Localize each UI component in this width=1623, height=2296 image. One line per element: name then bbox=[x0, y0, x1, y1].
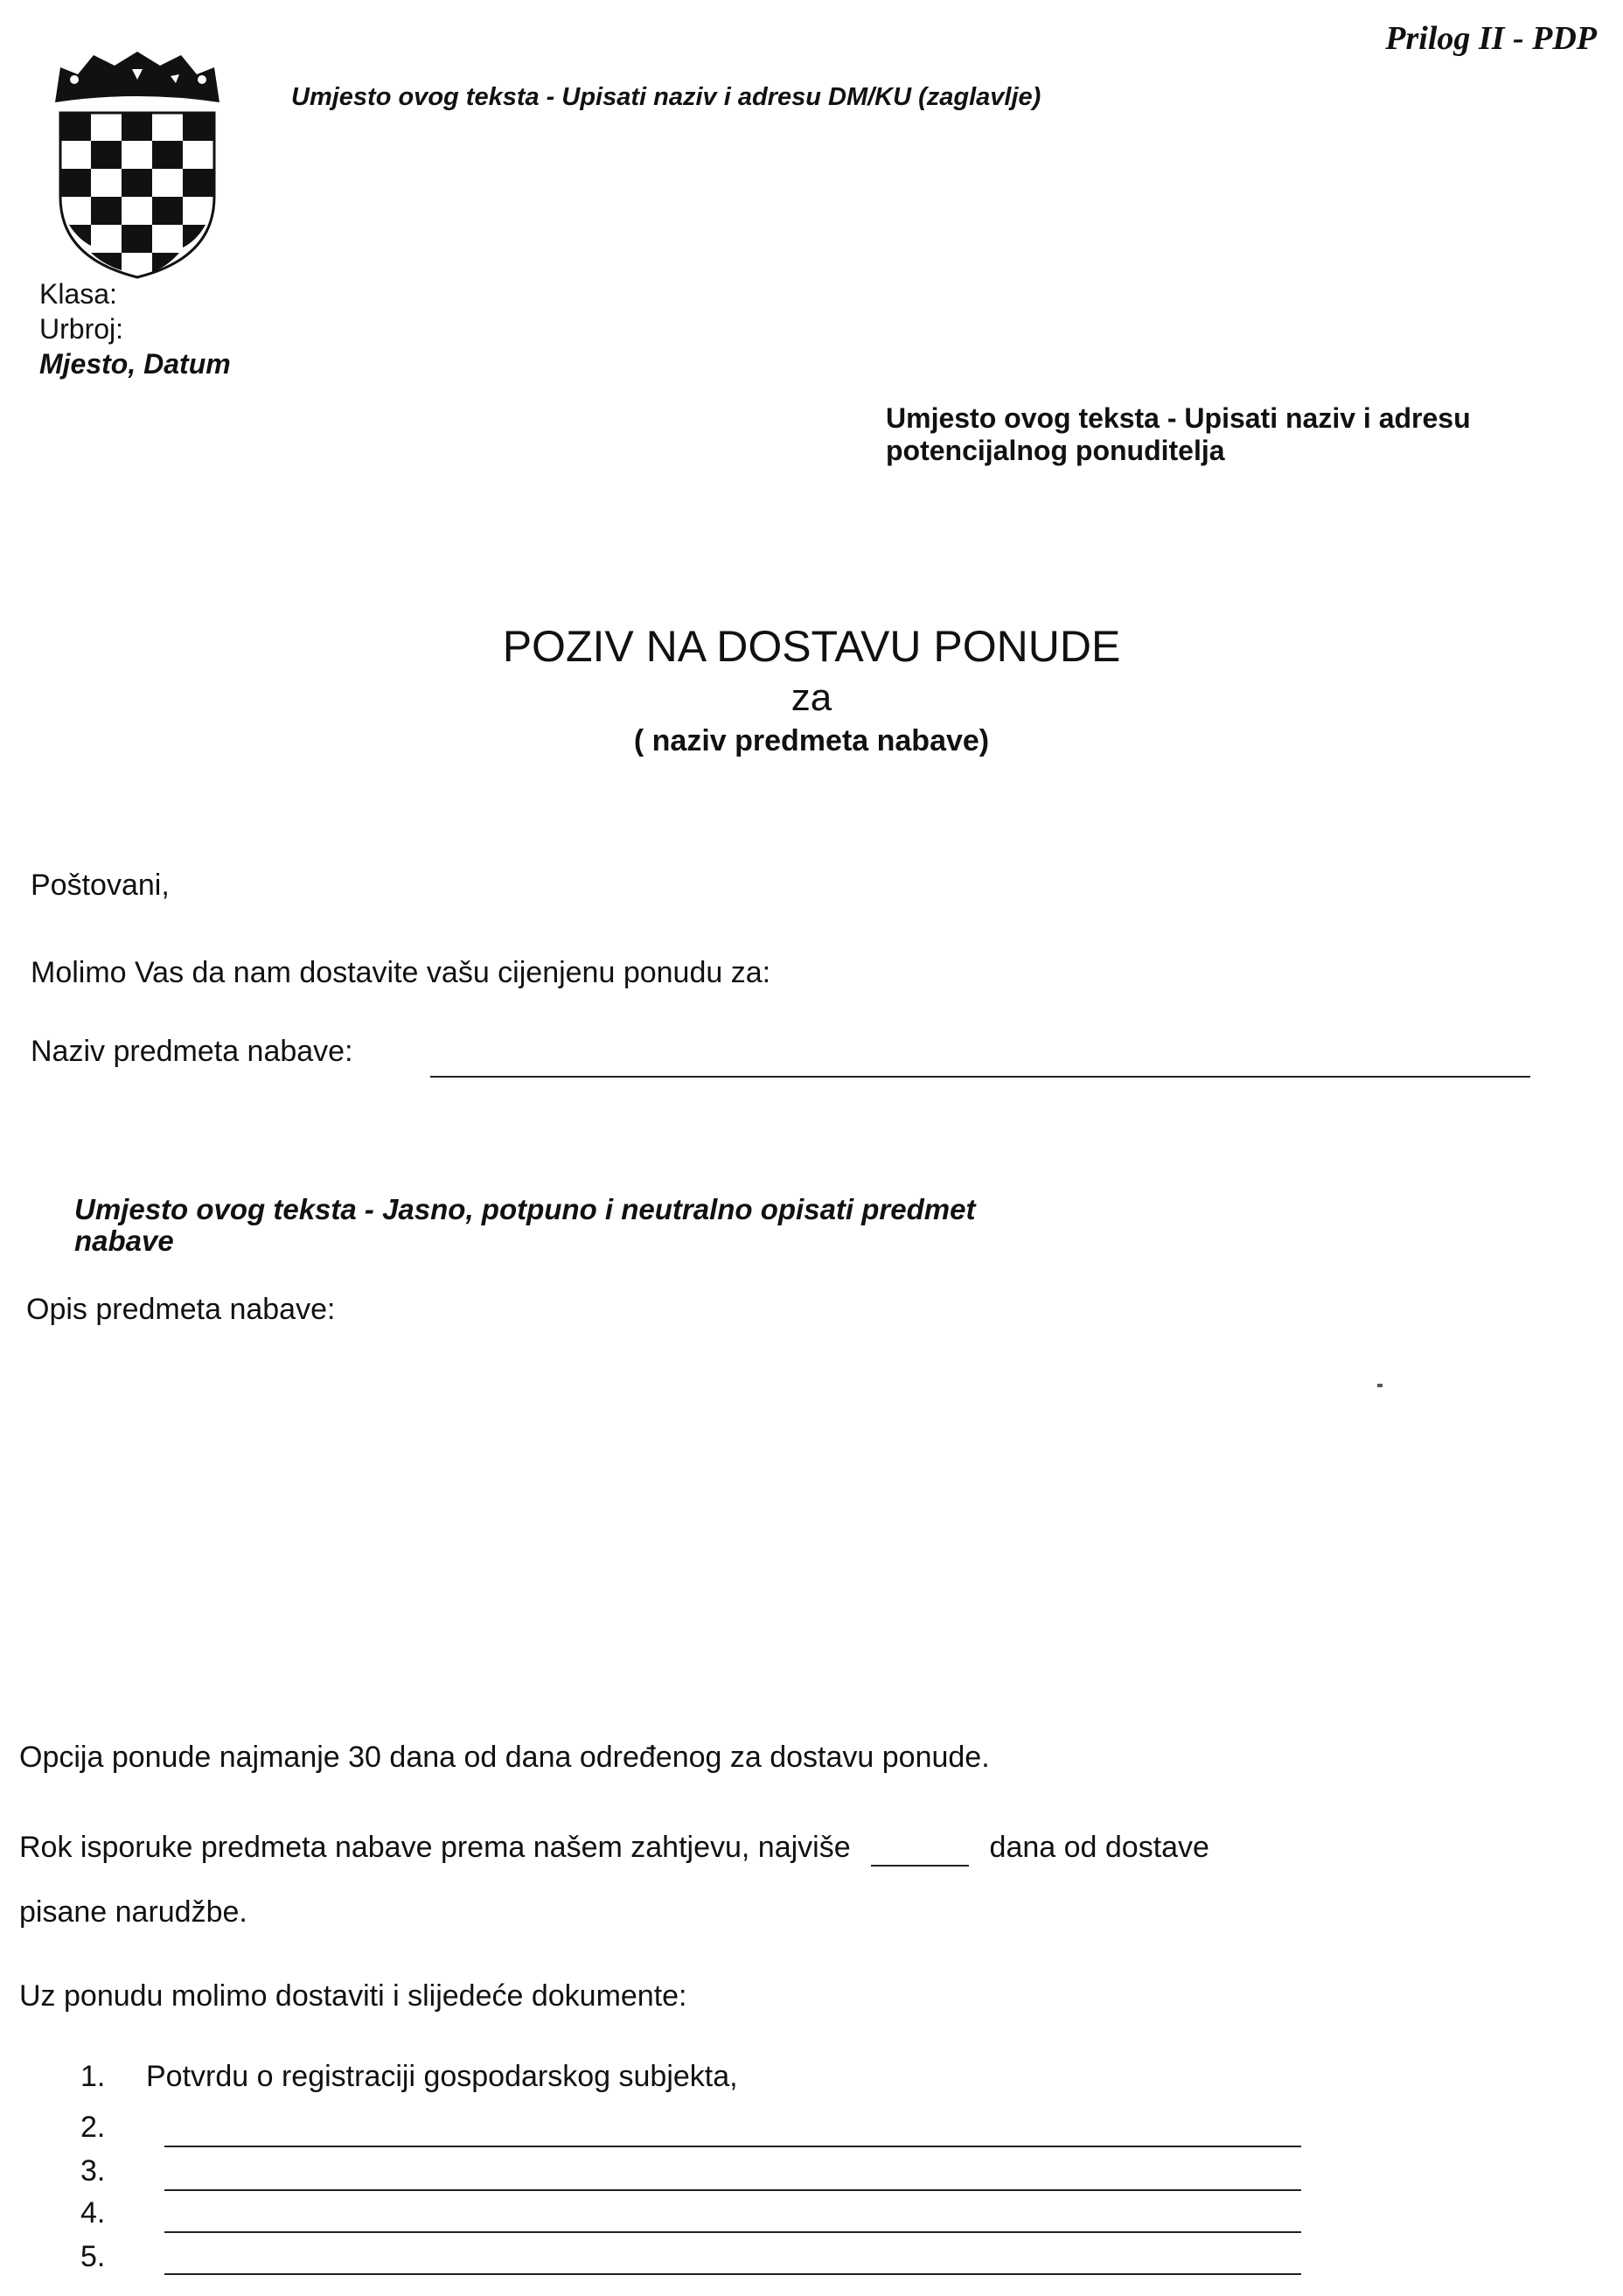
delivery-term-part-2: dana od dostave bbox=[989, 1831, 1209, 1864]
description-placeholder-line-1: Umjesto ovog teksta - Jasno, potpuno i neutralno opisati predmet bbox=[74, 1193, 976, 1225]
list-number: 2. bbox=[80, 2111, 106, 2144]
delivery-term-line-2: pisane narudžbe. bbox=[19, 1895, 247, 1929]
description-label: Opis predmeta nabave: bbox=[26, 1293, 336, 1326]
list-number: 3. bbox=[80, 2154, 106, 2188]
documents-intro: Uz ponudu molimo dostaviti i slijedeće dokumente: bbox=[19, 1979, 687, 2013]
subject-name-label: Naziv predmeta nabave: bbox=[31, 1035, 353, 1068]
recipient-line-1: Umjesto ovog teksta - Upisati naziv i adresu bbox=[886, 402, 1471, 434]
delivery-term-text bbox=[19, 1831, 1209, 1867]
stray-mark bbox=[1377, 1384, 1383, 1387]
list-number: 4. bbox=[80, 2196, 106, 2230]
list-number: 5. bbox=[80, 2240, 106, 2273]
delivery-days-blank[interactable] bbox=[871, 1831, 969, 1867]
subject-name-blank[interactable] bbox=[430, 1076, 1530, 1078]
delivery-term-part-1: Rok isporuke predmeta nabave prema našem zahtjevu, najviše bbox=[19, 1831, 851, 1864]
document-title: POZIV NA DOSTAVU PONUDE bbox=[502, 622, 1121, 671]
header-placeholder: Umjesto ovog teksta - Upisati naziv i adresu DM/KU (zaglavlje) bbox=[291, 83, 1041, 111]
annex-label: Prilog II - PDP bbox=[1385, 20, 1597, 57]
coat-of-arms-logo bbox=[48, 48, 227, 280]
greeting: Poštovani, bbox=[31, 869, 170, 902]
list-number: 1. bbox=[80, 2060, 106, 2093]
document-blank[interactable] bbox=[164, 2273, 1301, 2275]
document-blank[interactable] bbox=[164, 2189, 1301, 2191]
klasa-label: Klasa: bbox=[39, 278, 117, 310]
offer-validity-text: Opcija ponude najmanje 30 dana od dana određenog za dostavu ponude. bbox=[19, 1741, 990, 1774]
recipient-placeholder bbox=[886, 402, 1471, 467]
urbroj-label: Urbroj: bbox=[39, 313, 124, 345]
title-za: za bbox=[791, 676, 832, 719]
list-item-text: Potvrdu o registraciji gospodarskog subjekta, bbox=[146, 2060, 738, 2093]
document-blank[interactable] bbox=[164, 2146, 1301, 2147]
document-blank[interactable] bbox=[164, 2231, 1301, 2233]
title-subject: ( naziv predmeta nabave) bbox=[633, 724, 990, 757]
request-text: Molimo Vas da nam dostavite vašu cijenjenu ponudu za: bbox=[31, 956, 771, 989]
place-date-label: Mjesto, Datum bbox=[39, 348, 231, 380]
description-placeholder-line-2: nabave bbox=[74, 1225, 174, 1257]
description-placeholder bbox=[74, 1194, 975, 1257]
recipient-line-2: potencijalnog ponuditelja bbox=[886, 435, 1225, 466]
